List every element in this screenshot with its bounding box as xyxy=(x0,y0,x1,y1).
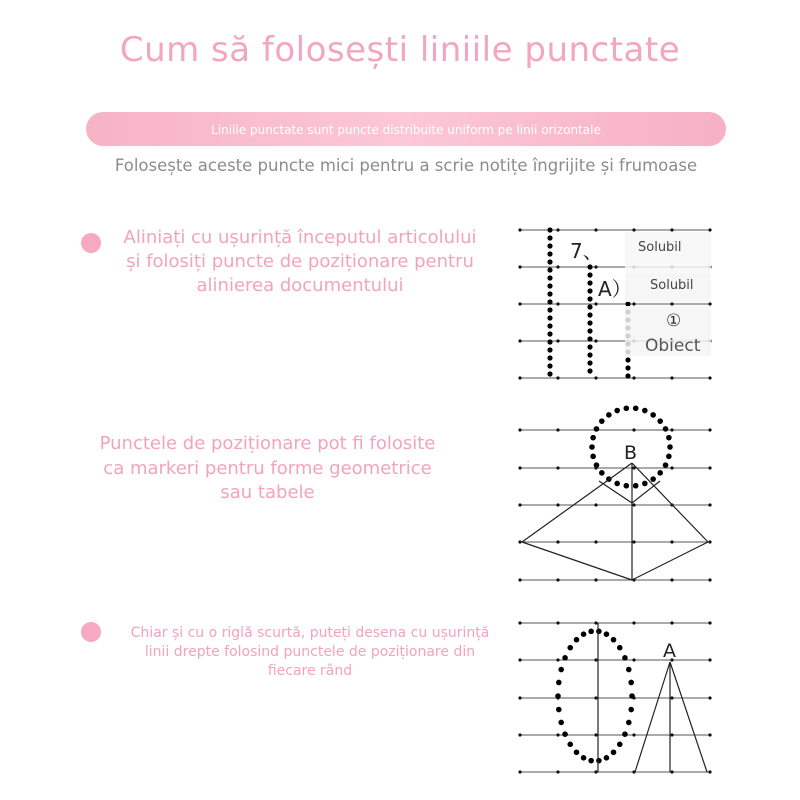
circle-dot xyxy=(666,435,672,441)
circle-dot xyxy=(642,408,648,414)
ellipse-dot xyxy=(567,742,573,748)
ellipse-dot xyxy=(596,758,602,764)
label-b: B xyxy=(624,442,638,464)
ellipse-dot xyxy=(626,667,632,673)
column-dot xyxy=(625,301,630,306)
grid-dot xyxy=(670,733,673,736)
column-dot xyxy=(547,299,552,304)
circle-dot xyxy=(599,470,605,476)
grid-dot xyxy=(632,503,635,506)
grid-dot xyxy=(556,466,559,469)
grid-dot xyxy=(594,376,597,379)
column-dot xyxy=(587,296,592,301)
circle-dot xyxy=(594,462,600,468)
column-dot xyxy=(547,243,552,248)
circle-dot xyxy=(642,481,648,487)
grid-dot xyxy=(594,658,597,661)
grid-dot xyxy=(518,265,521,268)
grid-dot xyxy=(518,302,521,305)
ellipse-dot xyxy=(604,755,610,761)
grid-dot xyxy=(518,503,521,506)
grid-dot xyxy=(518,578,521,581)
section-2-line-3: sau tabele xyxy=(220,482,315,503)
ellipse-dot xyxy=(628,680,634,686)
circle-dot xyxy=(606,412,612,418)
grid-dot xyxy=(708,428,711,431)
ellipse-dot xyxy=(596,629,602,635)
section-1-text xyxy=(100,226,500,298)
column-dot xyxy=(547,363,552,368)
ellipse-dot xyxy=(555,693,561,699)
grid-dot xyxy=(518,428,521,431)
circle-dot xyxy=(614,408,620,414)
grid-dot xyxy=(632,733,635,736)
ellipse-dot xyxy=(628,707,634,713)
ellipse-dot xyxy=(588,758,594,764)
info-banner xyxy=(86,112,726,146)
label-obiect: Obiect xyxy=(645,336,701,356)
circle-dot xyxy=(594,426,600,432)
circle-dot xyxy=(589,444,595,450)
column-dot xyxy=(547,291,552,296)
column-dot xyxy=(625,365,630,370)
circle-dot xyxy=(657,470,663,476)
grid-dot xyxy=(556,503,559,506)
grid-dot xyxy=(670,376,673,379)
circle-dot xyxy=(663,462,669,468)
ellipse-dot xyxy=(574,637,580,643)
grid-dot xyxy=(708,696,711,699)
column-dot xyxy=(547,371,552,376)
grid-dot xyxy=(632,428,635,431)
grid-dot xyxy=(670,696,673,699)
grid-dot xyxy=(556,621,559,624)
grid-dot xyxy=(518,658,521,661)
grid-dot xyxy=(670,578,673,581)
column-dot xyxy=(587,360,592,365)
circle-dot xyxy=(633,405,639,411)
column-dot xyxy=(547,331,552,336)
grid-dot xyxy=(708,540,711,543)
label-a: A xyxy=(663,640,676,662)
column-dot xyxy=(547,347,552,352)
section-3-line-1: Chiar și cu o riglă scurtă, puteți desena cu ușurință xyxy=(130,625,490,641)
grid-dot xyxy=(632,228,635,231)
grid-dot xyxy=(518,696,521,699)
column-dot xyxy=(547,267,552,272)
grid-dot xyxy=(518,540,521,543)
grid-dot xyxy=(594,302,597,305)
ellipse-dot xyxy=(622,655,628,661)
column-dot xyxy=(547,259,552,264)
ellipse-dot xyxy=(556,680,562,686)
grid-dot xyxy=(708,770,711,773)
column-dot xyxy=(547,251,552,256)
grid-dot xyxy=(632,658,635,661)
section-1-line-1: Aliniați cu ușurință începutul articolului xyxy=(123,227,477,248)
grid-dot xyxy=(632,540,635,543)
grid-dot xyxy=(594,339,597,342)
circle-dot xyxy=(633,483,639,489)
grid-dot xyxy=(632,621,635,624)
column-dot xyxy=(547,355,552,360)
column-dot xyxy=(587,264,592,269)
circle-dot xyxy=(590,454,596,460)
grid-dot xyxy=(556,228,559,231)
grid-dot xyxy=(632,302,635,305)
column-dot xyxy=(587,304,592,309)
column-dot xyxy=(587,272,592,277)
pink-dot-icon xyxy=(81,233,101,253)
page-title: Cum să folosești liniile punctate xyxy=(119,30,681,70)
grid-dot xyxy=(518,621,521,624)
circle-dot xyxy=(650,412,656,418)
grid-dot xyxy=(518,466,521,469)
grid-dot xyxy=(670,540,673,543)
column-dot xyxy=(587,288,592,293)
column-dot xyxy=(587,352,592,357)
section-1-line-2: și folosiți puncte de poziționare pentru xyxy=(126,251,474,272)
ellipse-dot xyxy=(629,693,635,699)
ellipse-dot xyxy=(558,667,564,673)
grid-dot xyxy=(708,621,711,624)
column-dot xyxy=(587,328,592,333)
circle-dot xyxy=(614,481,620,487)
ellipse-dot xyxy=(562,731,568,737)
ellipse-dot xyxy=(611,637,617,643)
ellipse-dot xyxy=(622,731,628,737)
circle-dot xyxy=(666,454,672,460)
column-dot xyxy=(587,320,592,325)
column-dot xyxy=(587,336,592,341)
column-dot xyxy=(587,280,592,285)
label-a-paren: A） xyxy=(598,277,632,301)
grid-dot xyxy=(708,228,711,231)
section-3-line-2: linii drepte folosind punctele de poziționare din xyxy=(144,644,476,660)
grid-dot xyxy=(594,265,597,268)
grid-dot xyxy=(594,621,597,624)
grid-dot xyxy=(556,658,559,661)
grid-dot xyxy=(708,578,711,581)
column-dot xyxy=(547,227,552,232)
ellipse-dot xyxy=(581,755,587,761)
grid-dot xyxy=(708,302,711,305)
ellipse-dot xyxy=(604,631,610,637)
grid-dot xyxy=(708,658,711,661)
pink-dot-icon xyxy=(81,622,101,642)
grid-dot xyxy=(708,503,711,506)
grid-dot xyxy=(556,376,559,379)
label-seven: 7、 xyxy=(570,239,603,263)
circle-dot xyxy=(599,418,605,424)
grid-dot xyxy=(670,228,673,231)
grid-dot xyxy=(594,733,597,736)
grid-dot xyxy=(670,621,673,624)
grid-dot xyxy=(594,503,597,506)
column-dot xyxy=(547,283,552,288)
section-2-line-1: Punctele de poziționare pot fi folosite xyxy=(99,433,436,454)
grid-dot xyxy=(708,466,711,469)
ellipse-dot xyxy=(617,645,623,651)
column-dot xyxy=(587,312,592,317)
grid-dot xyxy=(556,540,559,543)
ruler-figure xyxy=(515,612,715,787)
grid-dot xyxy=(670,770,673,773)
grid-dot xyxy=(670,466,673,469)
circle-dot xyxy=(623,405,629,411)
grid-dot xyxy=(708,376,711,379)
grid-dot xyxy=(594,696,597,699)
grid-dot xyxy=(670,302,673,305)
ellipse-dot xyxy=(617,742,623,748)
ellipse-dot xyxy=(567,645,573,651)
circle-dot xyxy=(590,435,596,441)
grid-dot xyxy=(556,428,559,431)
circle-dot xyxy=(623,483,629,489)
geometry-figure xyxy=(515,405,715,590)
ellipse-dot xyxy=(581,631,587,637)
ellipse-dot xyxy=(556,707,562,713)
section-3-line-3: fiecare rând xyxy=(267,663,353,679)
label-solubil-1: Solubil xyxy=(638,240,682,255)
column-dot xyxy=(587,344,592,349)
grid-dot xyxy=(670,428,673,431)
section-2-text xyxy=(80,432,455,506)
ellipse-dot xyxy=(574,749,580,755)
grid-dot xyxy=(708,733,711,736)
label-solubil-2: Solubil xyxy=(650,278,694,293)
column-dot xyxy=(547,323,552,328)
column-dot xyxy=(547,307,552,312)
circle-dot xyxy=(663,426,669,432)
column-dot xyxy=(547,235,552,240)
label-circled-one: ① xyxy=(666,311,682,331)
column-dot xyxy=(625,373,630,378)
column-dot xyxy=(625,357,630,362)
grid-dot xyxy=(594,228,597,231)
grid-dot xyxy=(556,339,559,342)
grid-dot xyxy=(518,733,521,736)
column-dot xyxy=(547,275,552,280)
ellipse-dot xyxy=(611,749,617,755)
grid-dot xyxy=(594,540,597,543)
circle-dot xyxy=(657,418,663,424)
section-1-line-3: alinierea documentului xyxy=(196,275,404,296)
grid-dot xyxy=(556,578,559,581)
grid-dot xyxy=(518,339,521,342)
grid-dot xyxy=(594,770,597,773)
ellipse-dot xyxy=(562,655,568,661)
grid-dot xyxy=(594,578,597,581)
ellipse-dot xyxy=(588,629,594,635)
alignment-figure xyxy=(515,222,715,387)
column-dot xyxy=(547,315,552,320)
circle-dot xyxy=(667,444,673,450)
grid-dot xyxy=(556,302,559,305)
grid-dot xyxy=(632,376,635,379)
page-subtitle: Folosește aceste puncte mici pentru a scrie notițe îngrijite și frumoase xyxy=(114,156,698,175)
grid-dot xyxy=(518,228,521,231)
column-dot xyxy=(587,368,592,373)
grid-dot xyxy=(556,770,559,773)
grid-dot xyxy=(518,376,521,379)
banner-text: Liniile punctate sunt puncte distribuite uniform pe linii orizontale xyxy=(211,123,601,137)
section-2-line-2: ca markeri pentru forme geometrice xyxy=(103,457,432,479)
column-dot xyxy=(547,339,552,344)
circle-dot xyxy=(650,476,656,482)
ellipse-dot xyxy=(626,720,632,726)
section-3-text xyxy=(100,624,520,681)
grid-dot xyxy=(518,770,521,773)
ellipse-dot xyxy=(558,720,564,726)
grid-dot xyxy=(556,265,559,268)
grid-dot xyxy=(556,733,559,736)
